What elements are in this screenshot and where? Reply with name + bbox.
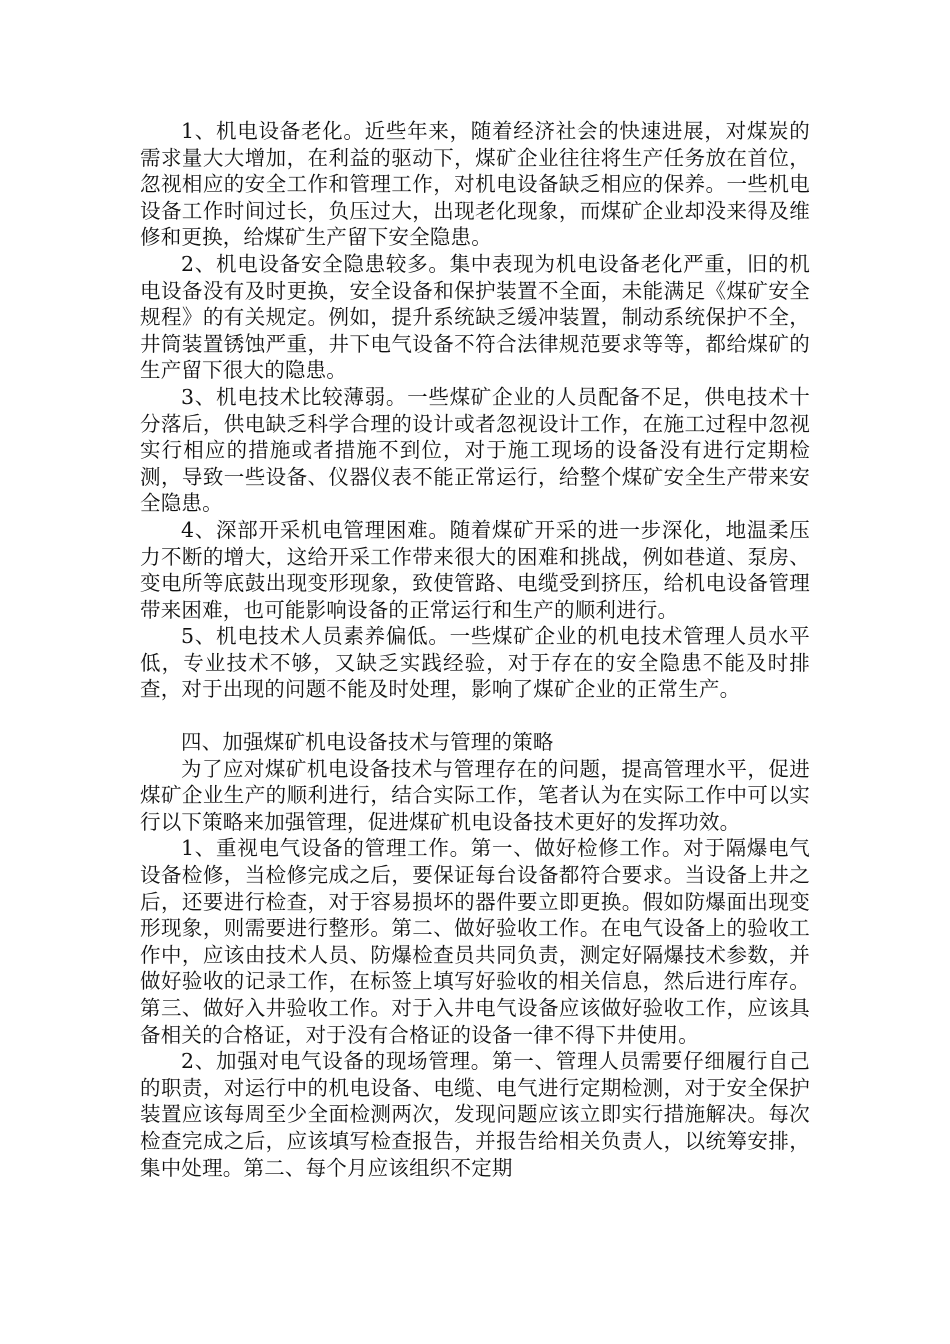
- paragraph-electrical-management: 1、重视电气设备的管理工作。第一、做好检修工作。对于隔爆电气设备检修，当检修完成之后，要保证每台设备都符合要求。当设备上井之后，还要进行检查，对于容易损坏的器件要立即更换。假如防爆面出现变形现象，则需要进行整形。第二、做好验收工作。在电气设备上的验收工作中，应该由技术人员、防爆检查员共同负责，测定好隔爆技术参数，并做好验收的记录工作，在标签上填写好验收的相关信息，然后进行库存。第三、做好入井验收工作。对于入井电气设备应该做好验收工作，应该具备相关的合格证，对于没有合格证的设备一律不得下井使用。: [140, 836, 810, 1047]
- paragraph-site-management: 2、加强对电气设备的现场管理。第一、管理人员需要仔细履行自己的职责，对运行中的机电设备、电缆、电气进行定期检测，对于安全保护装置应该每周至少全面检测两次，发现问题应该立即实行措施解决。每次检查完成之后，应该填写检查报告，并报告给相关负责人，以统筹安排，集中处理。第二、每个月应该组织不定期: [140, 1049, 810, 1180]
- paragraph-strategy-intro: 为了应对煤矿机电设备技术与管理存在的问题，提高管理水平，促进煤矿企业生产的顺利进行，结合实际工作，笔者认为在实际工作中可以实行以下策略来加强管理，促进煤矿机电设备技术更好的发挥功效。: [140, 756, 810, 834]
- paragraph-staff-quality: 5、机电技术人员素养偏低。一些煤矿企业的机电技术管理人员水平低，专业技术不够，又缺乏实践经验，对于存在的安全隐患不能及时排查，对于出现的问题不能及时处理，影响了煤矿企业的正常生产。: [140, 624, 810, 702]
- document-page: [140, 118, 810, 1181]
- paragraph-deep-mining: 4、深部开采机电管理困难。随着煤矿开采的进一步深化，地温柔压力不断的增大，这给开采工作带来很大的困难和挑战，例如巷道、泵房、变电所等底鼓出现变形现象，致使管路、电缆受到挤压，给机电设备管理带来困难，也可能影响设备的正常运行和生产的顺利进行。: [140, 517, 810, 622]
- paragraph-equipment-aging: 1、机电设备老化。近些年来，随着经济社会的快速进展，对煤炭的需求量大大增加，在利益的驱动下，煤矿企业往往将生产任务放在首位，忽视相应的安全工作和管理工作，对机电设备缺乏相应的保养。一些机电设备工作时间过长，负压过大，出现老化现象，而煤矿企业却没来得及维修和更换，给煤矿生产留下安全隐患。: [140, 119, 810, 250]
- section-heading: 四、加强煤矿机电设备技术与管理的策略: [181, 730, 554, 755]
- paragraph-safety-hazards: 2、机电设备安全隐患较多。集中表现为机电设备老化严重，旧的机电设备没有及时更换，安全设备和保护装置不全面，未能满足《煤矿安全规程》的有关规定。例如，提升系统缺乏缓冲装置，制动系统保护不全，井筒装置锈蚀严重，井下电气设备不符合法律规范要求等等，都给煤矿的生产留下很大的隐患。: [140, 251, 810, 383]
- paragraph-weak-technology: 3、机电技术比较薄弱。一些煤矿企业的人员配备不足，供电技术十分落后，供电缺乏科学合理的设计或者忽视设计工作，在施工过程中忽视实行相应的措施或者措施不到位，对于施工现场的设备没有进行定期检测，导致一些设备、仪器仪表不能正常运行，给整个煤矿安全生产带来安全隐患。: [140, 384, 810, 516]
